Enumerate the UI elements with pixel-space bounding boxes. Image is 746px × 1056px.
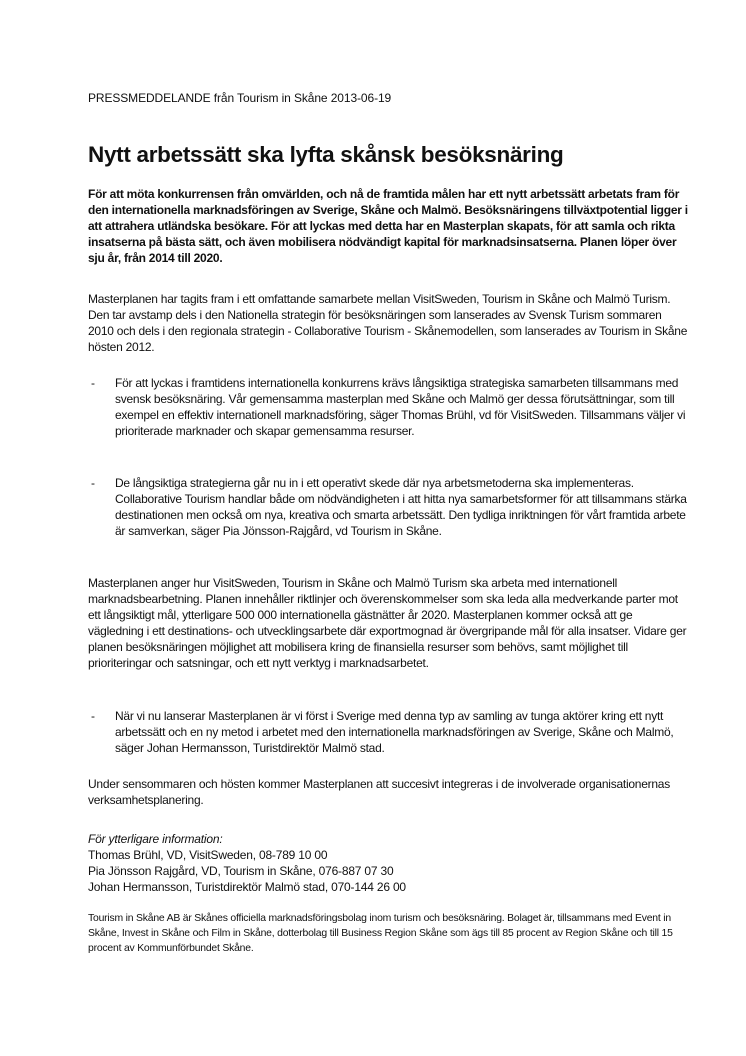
quote-text: När vi nu lanserar Masterplanen är vi först i Sverige med denna typ av samling av tunga aktörer kring ett nytt arbetssätt och en ny metod i arbetet med den internationella marknadsföringen av Sverige, Skåne och Malmö, säger Johan Hermansson, Turistdirektör Malmö stad. [115, 709, 674, 755]
contact-line: Johan Hermansson, Turistdirektör Malmö stad, 070-144 26 00 [88, 880, 406, 894]
bullet-dash: - [91, 376, 95, 390]
body-paragraph-3: Under sensommaren och hösten kommer Masterplanen att succesivt integreras i de involverade organisationernas verksamhetsplanering. [88, 777, 670, 807]
dateline: PRESSMEDDELANDE från Tourism in Skåne 2013-06-19 [88, 91, 392, 105]
headline: Nytt arbetssätt ska lyfta skånsk besöksnäring [88, 142, 564, 167]
contact-heading: För ytterligare information: [88, 832, 223, 846]
bullet-dash: - [91, 709, 95, 723]
lead-paragraph: För att möta konkurrensen från omvärlden, och nå de framtida målen har ett nytt arbetssätt arbetats fram för den internationella marknadsföringen av Sverige, Skåne och Malmö. Besöksnäringens tillväxtpotential ligger i att attrahera utländska besökare. För att lyckas med detta har en Masterplan skapats, för att samla och rikta insatserna på bästa sätt, och även mobilisera nödvändigt kapital för marknadsinsatserna. Planen löper över sju år, från 2014 till 2020. [88, 187, 688, 265]
quote-text: De långsiktiga strategierna går nu in i ett operativt skede där nya arbetsmetoderna ska implementeras. Collaborative Tourism handlar både om nödvändigheten i att hitta nya samarbetsformer för att tillsammans stärka destinationen men också om nya, kreativa och smarta arbetssätt. Den tydliga inriktningen för vårt framtida arbete är samverkan, säger Pia Jönsson-Rajgård, vd Tourism in Skåne. [115, 476, 687, 538]
contact-block [88, 831, 406, 895]
contact-line: Thomas Brühl, VD, VisitSweden, 08-789 10 00 [88, 848, 328, 862]
company-boilerplate: Tourism in Skåne AB är Skånes officiella marknadsföringsbolag inom turism och besöksnäring. Bolaget är, tillsammans med Event in Skåne, Invest in Skåne och Film in Skåne, dotterbolag till Business Region Skåne som ägs till 85 procent av Region Skåne och till 15 procent av Kommunförbundet Skåne. [88, 913, 673, 954]
quote-text: För att lyckas i framtidens internationella konkurrens krävs långsiktiga strategiska samarbeten tillsammans med svensk besöksnäring. Vår gemensamma masterplan med Skåne och Malmö ger dessa förutsättningar, som till exempel en effektiv internationell marknadsföring, säger Thomas Brühl, vd för VisitSweden. Tillsammans väljer vi prioriterade marknader och skapar gemensamma resurser. [115, 376, 686, 438]
bullet-dash: - [91, 476, 95, 490]
body-paragraph-2: Masterplanen anger hur VisitSweden, Tourism in Skåne och Malmö Turism ska arbeta med internationell marknadsbearbetning. Planen innehåller riktlinjer och överenskommelser som ska leda alla medverkande parter mot ett långsiktigt mål, ytterligare 500 000 internationella gästnätter år 2020. Masterplanen kommer också att ge vägledning i ett destinations- och utvecklingsarbete där exportmognad är övergripande mål för alla insatser. Vidare ger planen besöksnäringen möjlighet att mobilisera kring de finansiella resurser som behövs, samt möjlighet till prioriteringar och satsningar, och ett nytt verktyg i marknadsarbetet. [88, 576, 687, 670]
contact-line: Pia Jönsson Rajgård, VD, Tourism in Skåne, 076-887 07 30 [88, 864, 394, 878]
body-paragraph-1: Masterplanen har tagits fram i ett omfattande samarbete mellan VisitSweden, Tourism in Skåne och Malmö Turism. Den tar avstamp dels i den Nationella strategin för besöksnäringen som lanserades av Svensk Turism sommaren 2010 och dels i den regionala strategin - Collaborative Tourism - Skånemodellen, som lanserades av Tourism in Skåne hösten 2012. [88, 292, 688, 354]
